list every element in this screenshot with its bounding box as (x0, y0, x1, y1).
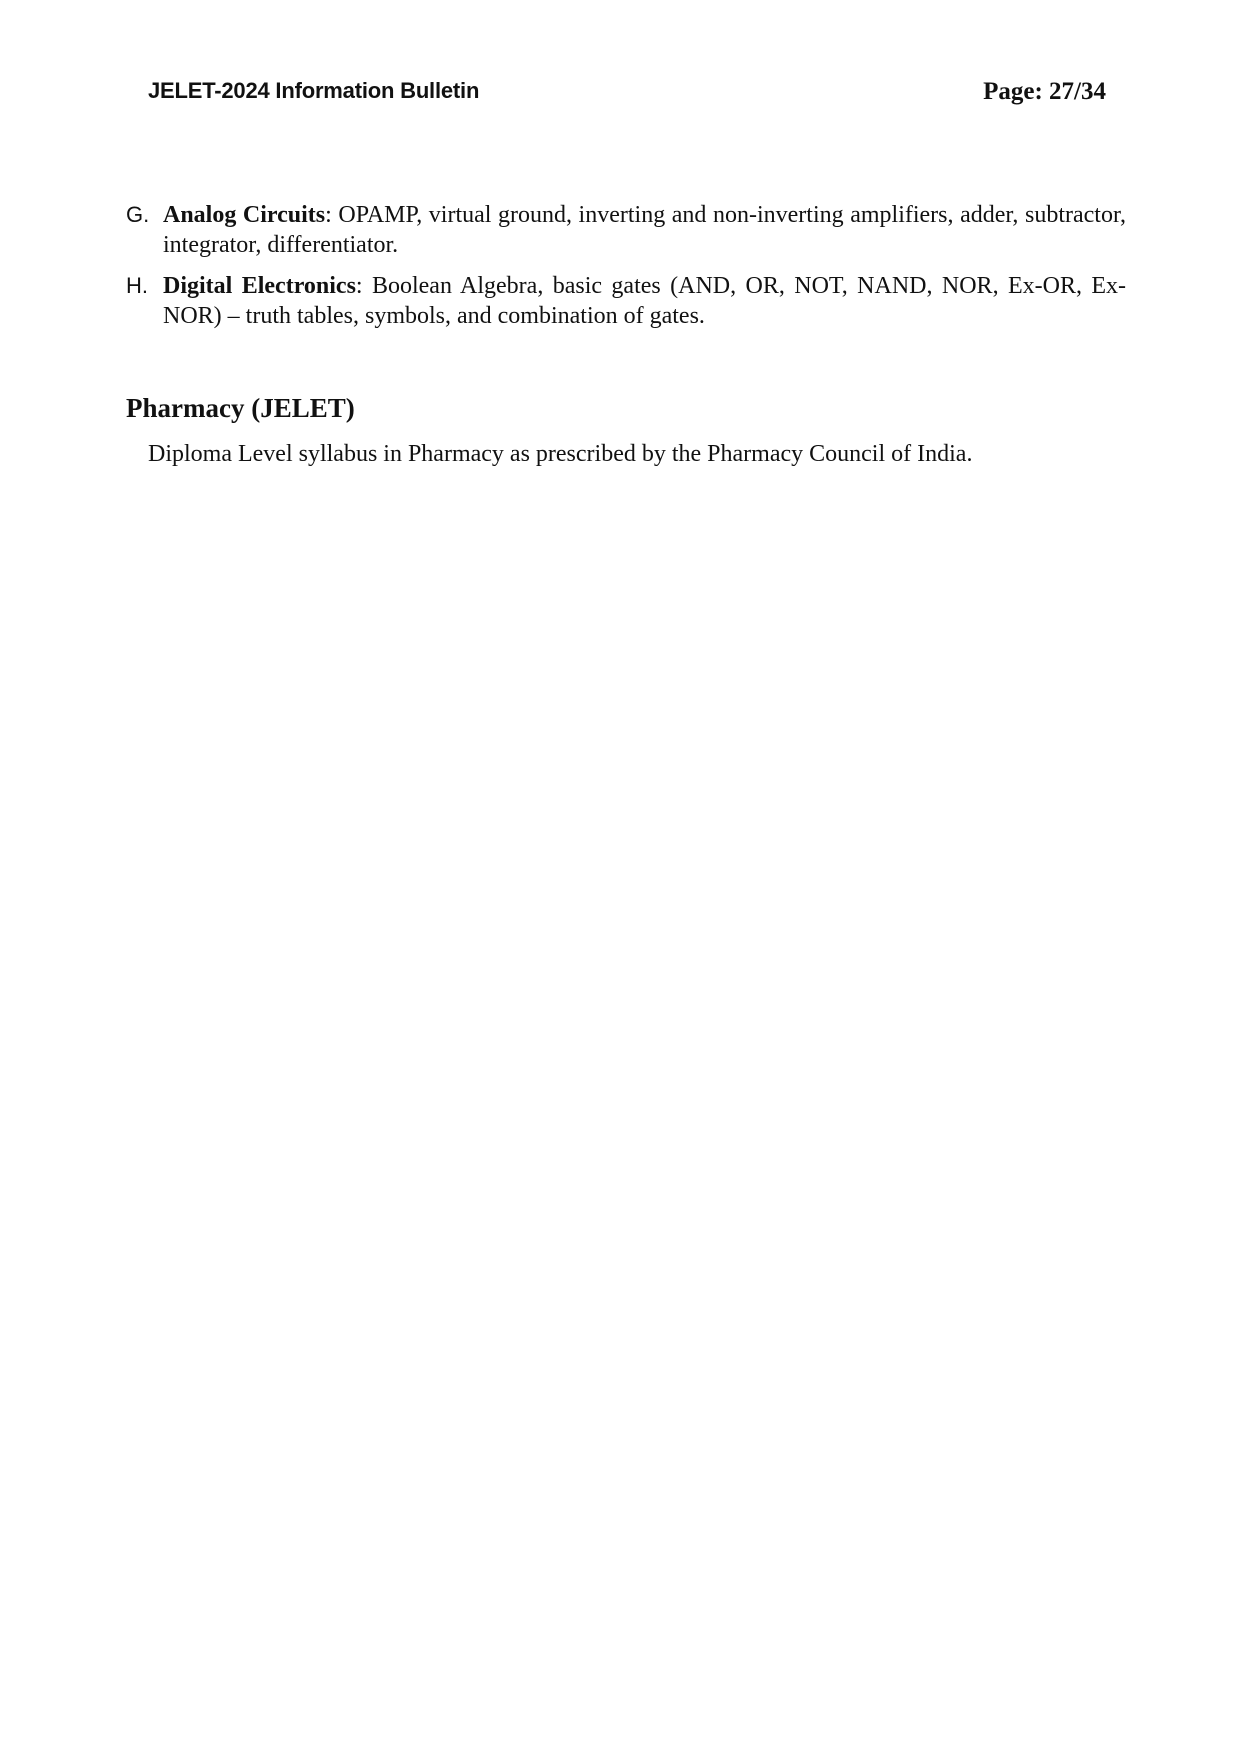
item-body (163, 271, 1126, 331)
item-topic: Analog Circuits (163, 202, 326, 228)
item-topic: Digital Electronics (163, 273, 356, 299)
syllabus-list (126, 200, 1126, 342)
item-body (163, 200, 1126, 260)
pharmacy-heading: Pharmacy (JELET) (126, 393, 355, 423)
page-number: Page: 27/34 (983, 78, 1106, 105)
item-marker: H. (126, 273, 148, 298)
syllabus-item-analog-circuits (126, 200, 1126, 260)
syllabus-item-digital-electronics (126, 271, 1126, 331)
bulletin-title: JELET-2024 Information Bulletin (148, 78, 480, 103)
pharmacy-text: Diploma Level syllabus in Pharmacy as prescribed by the Pharmacy Council of India. (148, 441, 973, 467)
item-description: : OPAMP, virtual ground, inverting and non-inverting amplifiers, adder, subtractor, integrator, differentiator. (163, 202, 1126, 258)
item-marker: G. (126, 202, 150, 227)
item-description: : Boolean Algebra, basic gates (AND, OR, NOT, NAND, NOR, Ex-OR, Ex-NOR) – truth tables, symbols, and combination of gates. (163, 273, 1126, 329)
